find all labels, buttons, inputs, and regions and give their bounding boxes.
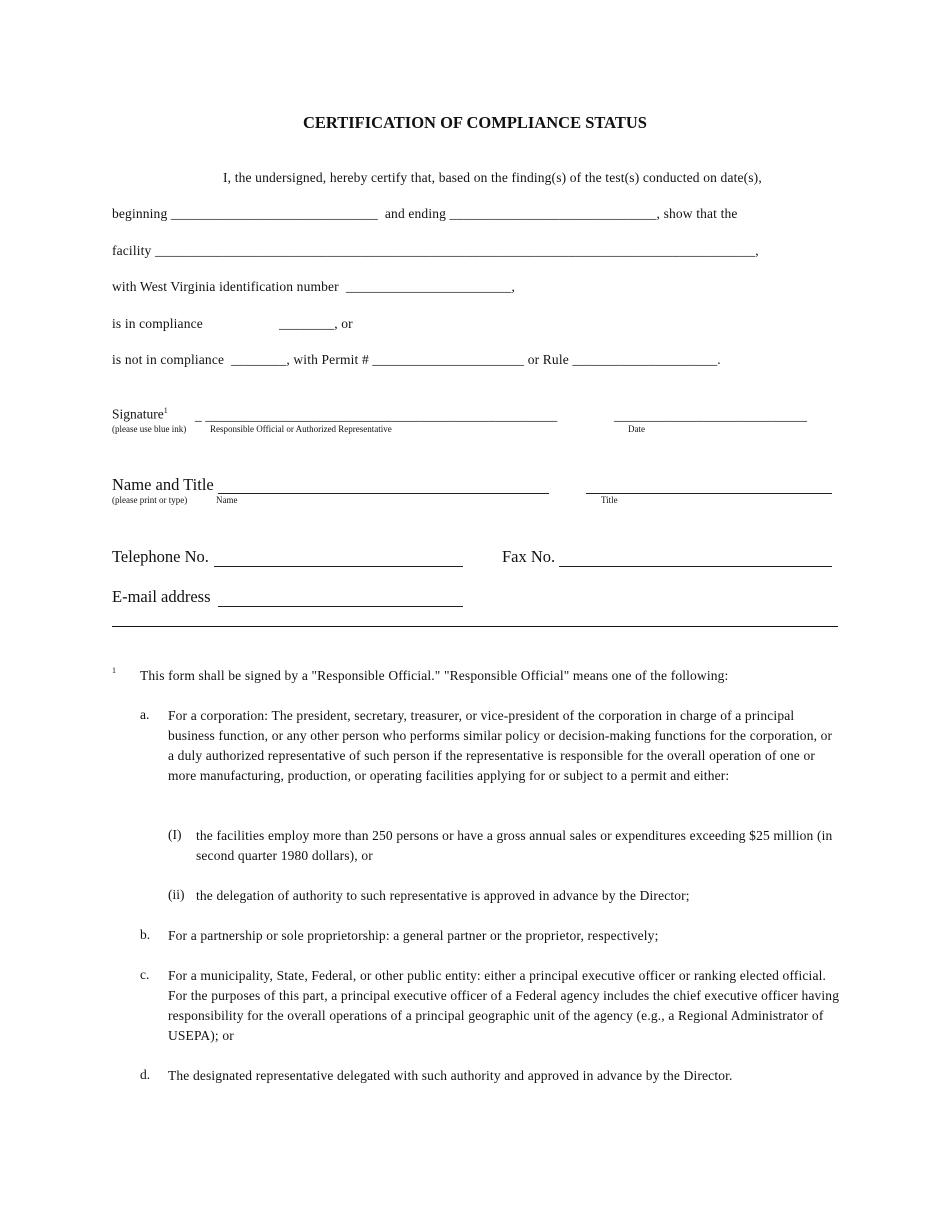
name-title-label: Name and Title — [112, 475, 214, 494]
fax-field[interactable] — [559, 566, 832, 567]
print-hint: (please print or type) — [112, 495, 188, 505]
title-field[interactable] — [586, 493, 832, 494]
email-field[interactable] — [218, 606, 463, 607]
page-title: CERTIFICATION OF COMPLIANCE STATUS — [303, 113, 647, 132]
item-c-label: c. — [140, 967, 150, 982]
intro-text: I, the undersigned, hereby certify that, based on the finding(s) of the test(s) conducted on date(s), — [223, 170, 762, 185]
signature-field[interactable]: _ ___________________________________________________ — [195, 408, 558, 423]
item-d-text: The designated representative delegated with such authority and approved in advance by the Director. — [168, 1068, 733, 1083]
signature-label-text: Signature — [112, 406, 164, 422]
footnote-intro: This form shall be signed by a "Responsible Official." "Responsible Official" means one of the following: — [140, 668, 729, 683]
item-b-label: b. — [140, 927, 151, 942]
signature-label — [112, 406, 168, 423]
title-caption: Title — [601, 495, 618, 505]
facility-field[interactable]: facility _______________________________________________________________________________________, — [112, 243, 759, 258]
wv-id-field[interactable]: with West Virginia identification number ________________________, — [112, 279, 515, 294]
item-b-text: For a partnership or sole proprietorship: a general partner or the proprietor, respectively; — [168, 928, 659, 943]
telephone-label: Telephone No. — [112, 547, 209, 566]
item-d-label: d. — [140, 1067, 151, 1082]
date-range-field[interactable]: beginning ______________________________ and ending ______________________________, show that the — [112, 206, 738, 221]
name-caption: Name — [216, 495, 238, 505]
item-ii-label: (ii) — [168, 887, 185, 902]
date-caption: Date — [628, 424, 645, 434]
official-caption: Responsible Official or Authorized Representative — [210, 424, 392, 434]
item-a-text: For a corporation: The president, secretary, treasurer, or vice-president of the corporation in charge of a principal business function, or any other person who performs similar policy or decision-making functions for the corporation, or a duly authorized representative of such person if the representative is responsible for the overall operation of one or more manufacturing, production, or operating facilities applying for or subject to a permit and either: — [168, 708, 833, 783]
in-compliance-field[interactable]: ________, or — [279, 316, 353, 331]
item-i-text: the facilities employ more than 250 persons or have a gross annual sales or expenditures exceeding $25 million (in second quarter 1980 dollars), or — [196, 828, 833, 863]
footnote-ref: 1 — [163, 406, 168, 415]
item-ii-text: the delegation of authority to such representative is approved in advance by the Director; — [196, 888, 690, 903]
blue-ink-hint: (please use blue ink) — [112, 424, 187, 434]
telephone-field[interactable] — [214, 566, 463, 567]
section-divider — [112, 626, 838, 627]
item-i-label: (I) — [168, 827, 182, 842]
not-in-compliance-field[interactable]: is not in compliance ________, with Permit # ______________________ or Rule _____________________. — [112, 352, 721, 367]
fax-label: Fax No. — [502, 547, 556, 566]
footnote-marker: 1 — [112, 666, 116, 675]
item-a-label: a. — [140, 707, 150, 722]
in-compliance-label: is in compliance — [112, 316, 203, 331]
name-field[interactable] — [218, 493, 549, 494]
date-field[interactable]: ____________________________ — [614, 408, 808, 423]
email-label: E-mail address — [112, 587, 211, 606]
item-c-text: For a municipality, State, Federal, or other public entity: either a principal executive officer or ranking elected official. For the purposes of this part, a principal executive officer of a Federal agency includes the chief executive officer having responsibility for the overall operations of a principal geographic unit of the agency (e.g., a Regional Administrator of USEPA); or — [168, 968, 840, 1043]
